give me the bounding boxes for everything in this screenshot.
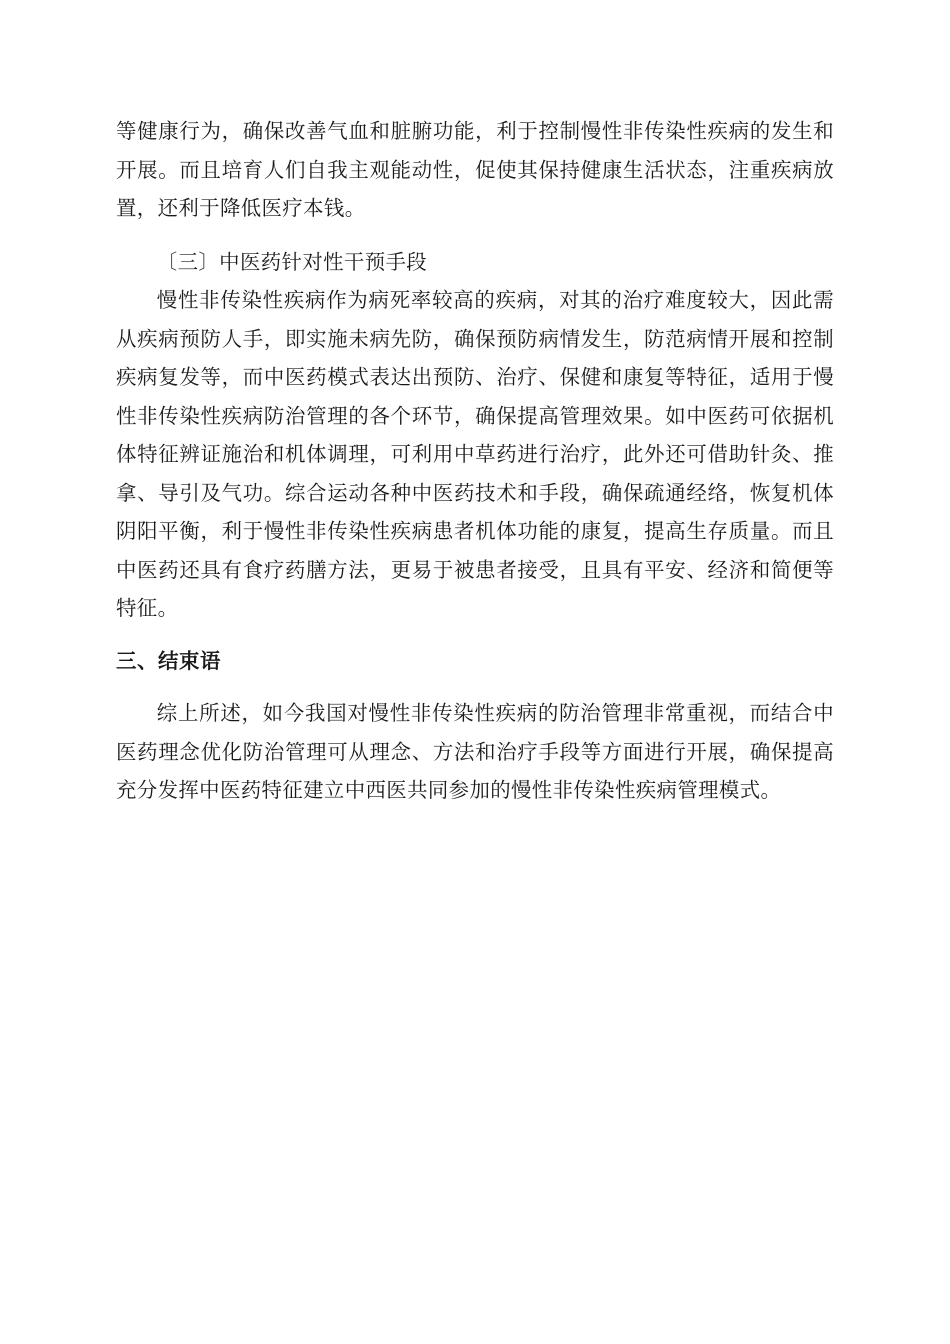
- section-title: 三、结束语: [116, 648, 221, 673]
- paragraph-continuation: 等健康行为，确保改善气血和脏腑功能，利于控制慢性非传染性疾病的发生和开展。而且培育人们自我主观能动性，促使其保持健康生活状态，注重疾病放置，还利于降低医疗本钱。: [116, 119, 834, 220]
- subsection-paragraph: 慢性非传染性疾病作为病死率较高的疾病，对其的治疗难度较大，因此需从疾病预防人手，即实施未病先防，确保预防病情发生，防范病情开展和控制疾病复发等，而中医药模式表达出预防、治疗、保健和康复等特征，适用于慢性非传染性疾病防治管理的各个环节，确保提高管理效果。如中医药可依据机体特征辨证施治和机体调理，可利用中草药进行治疗，此外还可借助针灸、推拿、导引及气功。综合运动各种中医药技术和手段，确保疏通经络，恢复机体阴阳平衡，利于慢性非传染性疾病患者机体功能的康复，提高生存质量。而且中医药还具有食疗药膳方法，更易于被患者接受，且具有平安、经济和简便等特征。: [116, 288, 834, 620]
- conclusion-paragraph: 综上所述，如今我国对慢性非传染性疾病的防治管理非常重视，而结合中医药理念优化防治管理可从理念、方法和治疗手段等方面进行开展，确保提高充分发挥中医药特征建立中西医共同参加的慢性非传染性疾病管理模式。: [116, 701, 834, 802]
- subsection-title: 〔三〕中医药针对性干预手段: [156, 249, 428, 274]
- document-body: [116, 112, 834, 810]
